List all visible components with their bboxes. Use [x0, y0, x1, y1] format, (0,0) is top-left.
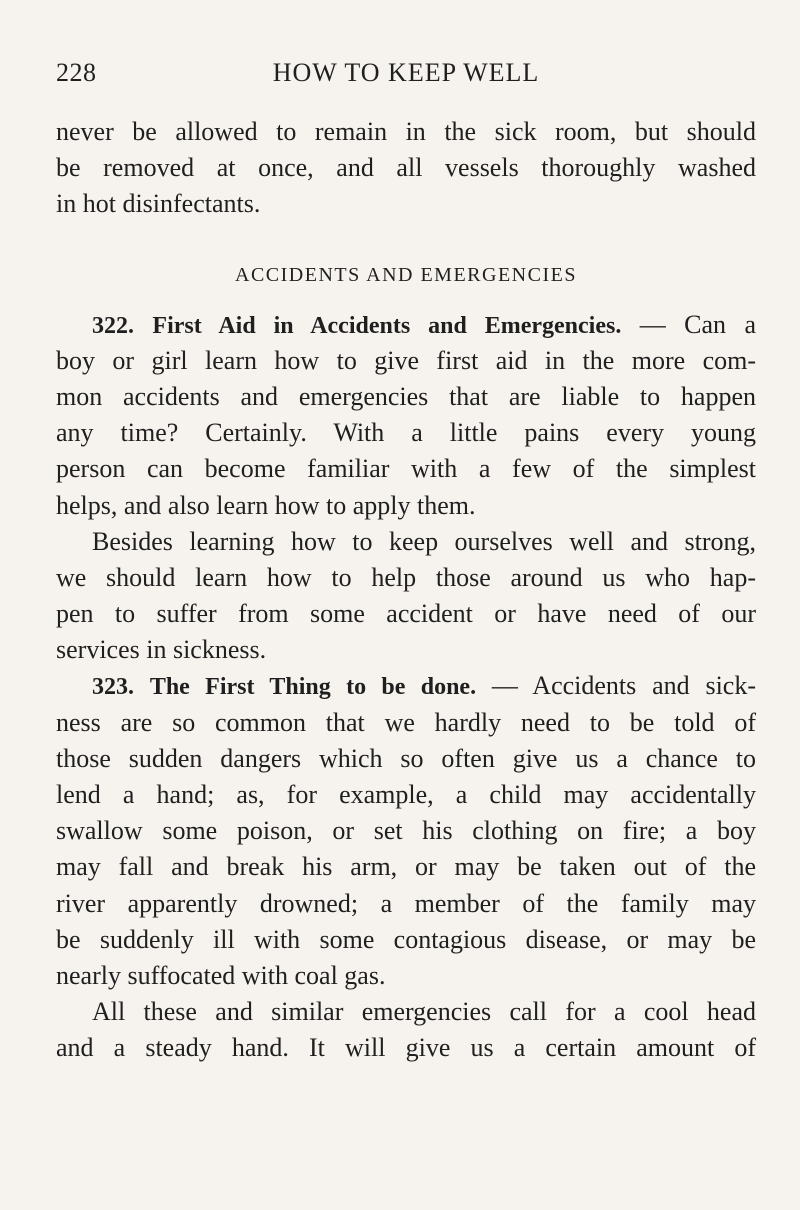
text-line: in hot disinfectants. [56, 189, 261, 219]
text-line: be suddenly ill with some contagious disease, or may be [56, 924, 756, 954]
body-text [56, 114, 756, 1067]
text-line: All these and similar emergencies call for a cool head [92, 997, 756, 1027]
opening-paragraph [56, 114, 756, 223]
section-title: First Aid in Accidents and Emergencies. [152, 312, 622, 339]
section-title: The First Thing to be done. [149, 674, 477, 701]
text-line: boy or girl learn how to give first aid in the more com- [56, 345, 756, 375]
page-header [56, 58, 756, 94]
section-number: 323. [92, 674, 134, 701]
text-line: person can become familiar with a few of the simplest [56, 454, 756, 484]
text-line: swallow some poison, or set his clothing on fire; a boy [56, 816, 756, 846]
running-head: HOW TO KEEP WELL [272, 58, 540, 87]
section-heading: ACCIDENTS AND EMERGENCIES [235, 263, 577, 286]
text-line: services in sickness. [56, 635, 267, 665]
section-first-line-text: — Can a [621, 309, 757, 339]
text-line: may fall and break his arm, or may be taken out of the [56, 852, 756, 882]
text-line: ness are so common that we hardly need to be told of [56, 707, 756, 737]
text-line: mon accidents and emergencies that are liable to happen [56, 381, 756, 411]
text-line: and a steady hand. It will give us a certain amount of [56, 1033, 756, 1063]
text-line: any time? Certainly. With a little pains every young [56, 418, 756, 448]
page-number: 228 [56, 58, 97, 87]
text-line: never be allowed to remain in the sick room, but should [56, 117, 756, 146]
text-line: we should learn how to help those around us who hap- [56, 562, 756, 592]
section-number: 322. [92, 312, 134, 339]
text-line: helps, and also learn how to apply them. [56, 490, 476, 520]
text-line: river apparently drowned; a member of the family may [56, 888, 756, 918]
text-line: Besides learning how to keep ourselves well and strong, [92, 526, 756, 556]
section-323-first-line [56, 668, 756, 704]
text-line: pen to suffer from some accident or have need of our [56, 599, 756, 629]
text-line: nearly suffocated with coal gas. [56, 960, 386, 990]
section-322 [56, 307, 756, 669]
text-line: be removed at once, and all vessels thoroughly washed [56, 153, 756, 183]
text-line: those sudden dangers which so often give us a chance to [56, 743, 756, 773]
section-first-line-text: — Accidents and sick- [476, 671, 756, 701]
text-line: lend a hand; as, for example, a child may accidentally [56, 780, 756, 809]
section-322-first-line [56, 307, 756, 343]
section-323 [56, 668, 756, 1066]
